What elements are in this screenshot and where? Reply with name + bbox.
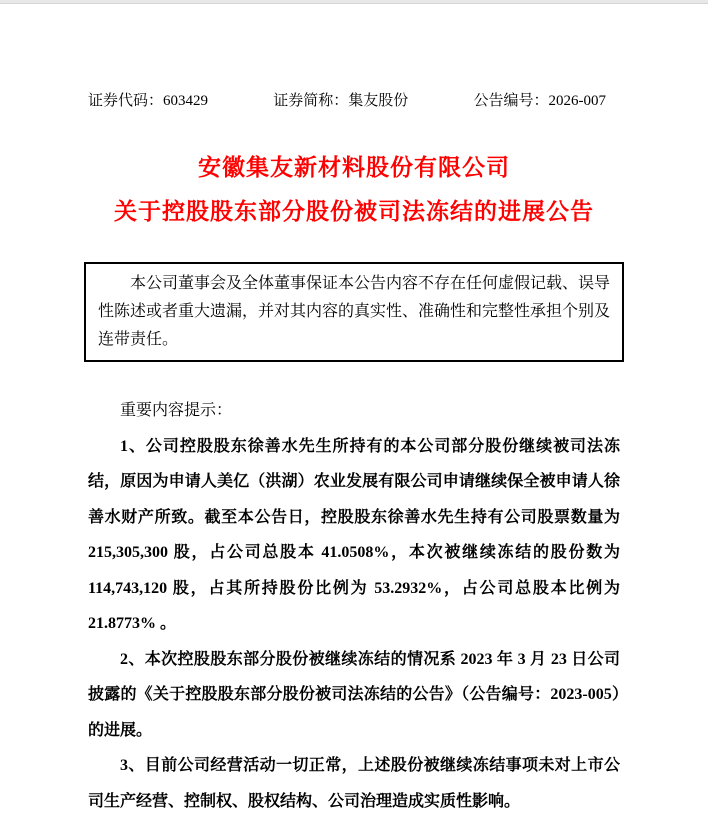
announcement-number-label: 公告编号：: [473, 93, 549, 109]
window-top-edge: [0, 0, 708, 4]
announcement-number-value: 2026-007: [548, 93, 606, 109]
paragraph-prior-disclosure: 2、本次控股股东部分股份被继续冻结的情况系 2023 年 3 月 23 日公司披露的《关于控股股东部分股份被司法冻结的公告》（公告编号：2023-005）的进展。: [88, 650, 620, 739]
board-statement-box: [84, 262, 624, 362]
board-statement-text: 本公司董事会及全体董事保证本公告内容不存在任何虚假记载、误导性陈述或者重大遗漏，并对其内容的真实性、准确性和完整性承担个别及连带责任。: [98, 275, 611, 348]
announcement-subject-title: 关于控股股东部分股份被司法冻结的进展公告: [114, 198, 594, 224]
announcement-document: [0, 92, 708, 819]
important-notice-heading: 重要内容提示：: [120, 402, 233, 419]
stock-name-label: 证券简称：: [273, 93, 349, 109]
stock-name: [273, 92, 408, 110]
stock-code: [88, 92, 208, 110]
company-name-title: 安徽集友新材料股份有限公司: [198, 154, 510, 180]
document-header: [88, 92, 620, 110]
announcement-number: [473, 92, 606, 110]
paragraph-frozen-shares-detail: 1、公司控股股东徐善水先生所持有的本公司部分股份继续被司法冻结，原因为申请人美亿（洪湖）农业发展有限公司申请继续保全被申请人徐善水财产所致。截至本公告日，控股股东徐善水先生持有公司股票数量为 215,305,300 股，占公司总股本 41.0508%，本次被继续冻结的股份数为 114,743,120 股，占其所持股份比例为 53.2932%，占公司总股本比例为 21.8773% 。: [88, 437, 620, 632]
paragraph-business-impact: 3、目前公司经营活动一切正常，上述股份被继续冻结事项未对上市公司生产经营、控制权、股权结构、公司治理造成实质性影响。: [88, 757, 620, 810]
stock-code-label: 证券代码：: [88, 93, 164, 109]
stock-code-value: 603429: [163, 93, 209, 109]
stock-name-value: 集友股份: [348, 93, 409, 109]
